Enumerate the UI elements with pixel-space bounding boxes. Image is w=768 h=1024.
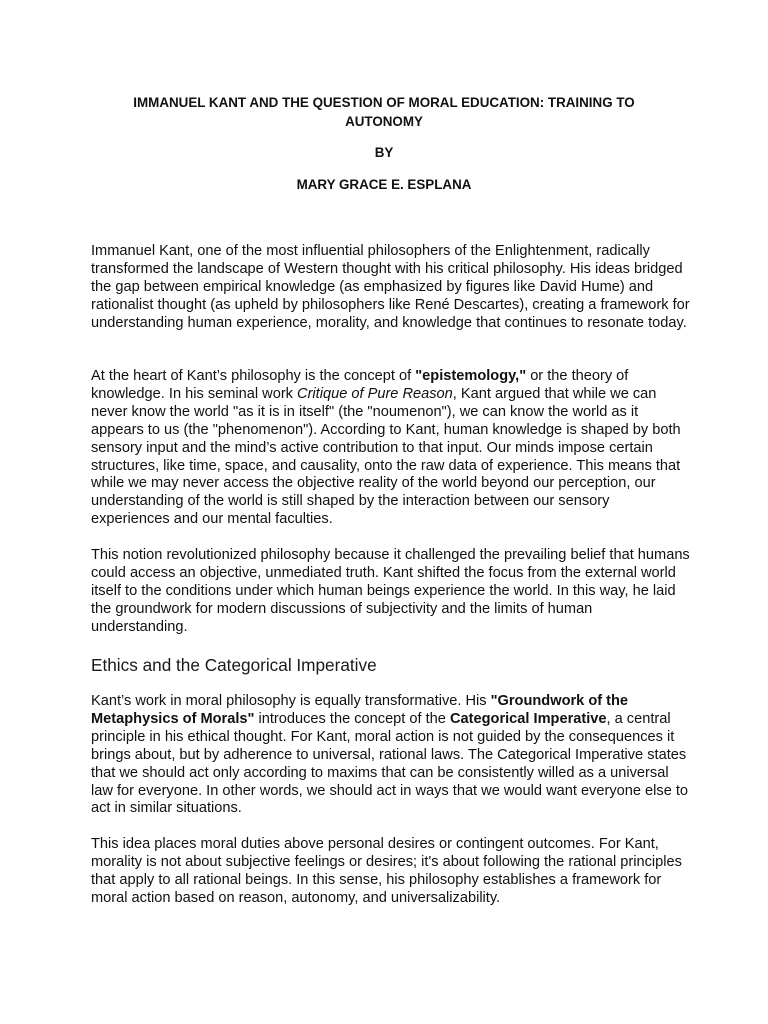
bold-term-epistemology: "epistemology," <box>415 368 527 384</box>
paragraph-text: introduces the concept of the <box>254 710 450 727</box>
paragraph-moral-duties: This idea places moral duties above personal desires or contingent outcomes. For Kant, morality is not about subjective feelings or desires; it's about following the rational principles that apply to all rational beings. In this sense, his philosophy establishes a framework for moral action based on reason, autonomy, and universalizability. <box>91 836 682 906</box>
paragraph-revolution: This notion revolutionized philosophy because it challenged the prevailing belief that humans could access an objective, unmediated truth. Kant shifted the focus from the external world itself to the conditions under which human beings experience the world. In this way, he laid the groundwork for modern discussions of subjectivity and the limits of human understanding. <box>91 547 690 635</box>
bold-work-title: "Groundwork of the Metaphysics of Morals" <box>91 693 629 727</box>
author-name: MARY GRACE E. ESPLANA <box>296 177 472 192</box>
italic-work-title: Critique of Pure Reason <box>297 385 453 402</box>
paragraph-text: At the heart of Kant’s philosophy is the concept of <box>91 368 416 384</box>
paragraph-text: , Kant argued that while we can never know the world "as it is in itself" (the "noumenon"), we can know the world as it appears to us (the "phenomenon"). According to Kant, human knowledge is shaped by both sensory input and the mind’s active contribution to that input. Our minds impose certain structures, like time, space, and causality, onto the raw data of experience. This means that while we may never access the objective reality of the world beyond our perception, our understanding of the world is still shaped by the interaction between our sensory experiences and our mental faculties. <box>91 385 681 528</box>
paragraph-moral-philosophy <box>91 693 691 818</box>
section-heading: Ethics and the Categorical Imperative <box>91 655 377 675</box>
paragraph-text: Kant’s work in moral philosophy is equally transformative. His <box>91 693 491 709</box>
paragraph-text: or the theory of knowledge. In his seminal work <box>91 368 629 402</box>
paragraph-epistemology <box>91 368 691 529</box>
paragraph-intro: Immanuel Kant, one of the most influential philosophers of the Enlightenment, radically transformed the landscape of Western thought with his critical philosophy. His ideas bridged the gap between empirical knowledge (as emphasized by figures like David Hume) and rationalist thought (as upheld by philosophers like René Descartes), creating a framework for understanding human experience, morality, and knowledge that continues to resonate today. <box>91 243 690 331</box>
bold-term-categorical-imperative: Categorical Imperative <box>449 710 607 727</box>
paragraph-text: , a central principle in his ethical thought. For Kant, moral action is not guided by the consequences it brings about, but by adherence to universal, rational laws. The Categorical Imperative states that we should act only according to maxims that can be consistently willed as a universal law for everyone. In other words, we should act in ways that we would want everyone else to act in similar situations. <box>91 710 689 817</box>
by-label: BY <box>374 145 394 160</box>
document-title: IMMANUEL KANT AND THE QUESTION OF MORAL EDUCATION: TRAINING TO AUTONOMY <box>133 95 635 129</box>
